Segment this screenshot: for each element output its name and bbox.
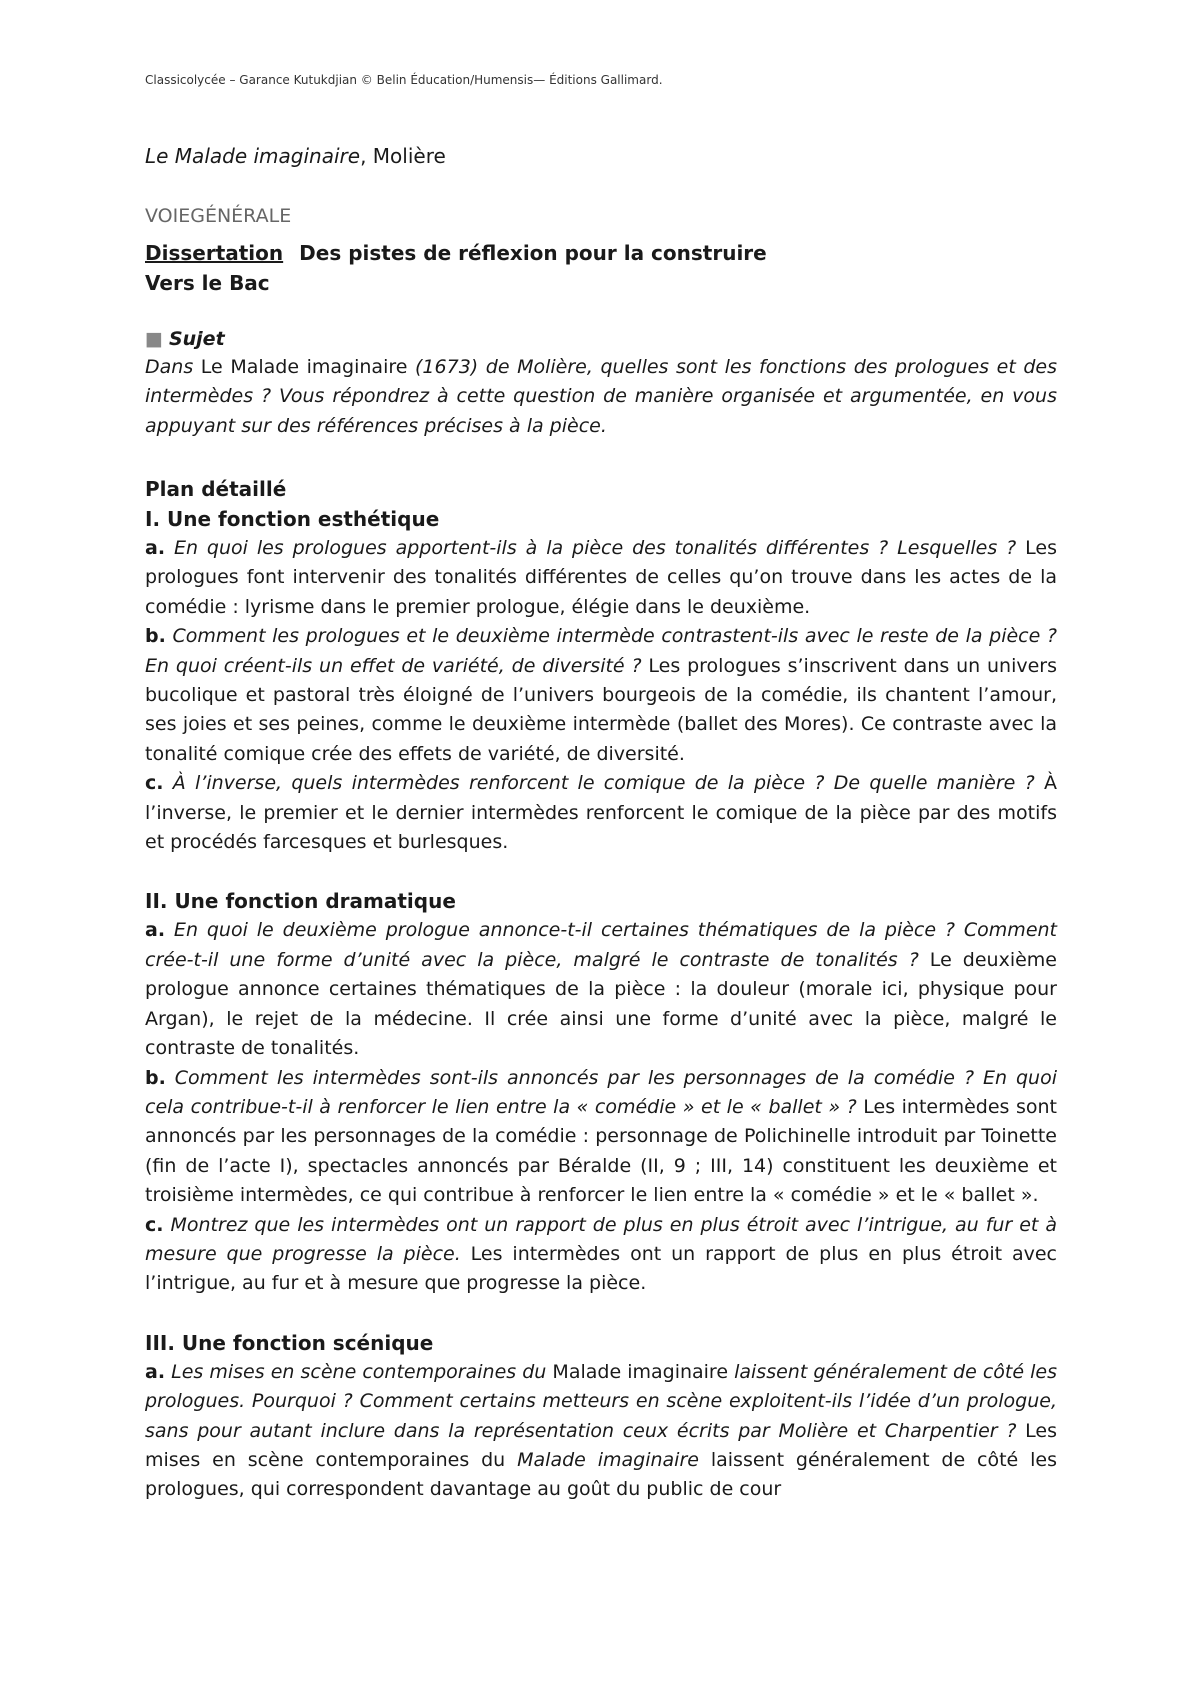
plan-item bbox=[145, 534, 1057, 622]
plan-item bbox=[145, 622, 1057, 769]
subject-work-title: Le Malade imaginaire bbox=[193, 356, 416, 378]
item-question: À l’inverse, quels intermèdes renforcent le comique de la pièce ? De quelle manière ? bbox=[163, 772, 1035, 795]
item-letter: a. bbox=[145, 919, 166, 942]
item-letter: b. bbox=[145, 1066, 166, 1089]
plan-title: Plan détaillé bbox=[145, 477, 287, 501]
item-answer: Le deuxième prologue annonce certaines thématiques de la pièce : la douleur (morale ici, physique pour Argan), le rejet de la médecine. Il crée ainsi une forme d’unité avec la pièce, malgré le contraste de tonalités. bbox=[145, 948, 1057, 1060]
item-answer: laissent généralement de côté les prologues, qui correspondent davantage au goût du public de cour bbox=[145, 1448, 1058, 1501]
item-answer: À l’inverse, le premier et le dernier intermèdes renforcent le comique de la pièce par des motifs et procédés farcesques et burlesques. bbox=[145, 772, 1057, 854]
plan-item bbox=[145, 1211, 1057, 1299]
author-name: , Molière bbox=[360, 144, 446, 168]
work-title bbox=[145, 144, 446, 168]
plan-item bbox=[145, 1064, 1057, 1211]
play-title: Le Malade imaginaire bbox=[145, 144, 361, 168]
item-question: En quoi le deuxième prologue annonce-t-il certaines thématiques de la pièce ? Comment crée-t-il une forme d’unité avec la pièce, malgré le contraste de tonalités ? bbox=[145, 919, 1057, 971]
item-question: En quoi les prologues apportent-ils à la pièce des tonalités différentes ? Lesquelles ? bbox=[165, 537, 1017, 559]
item-answer: Les prologues s’inscrivent dans un univers bucolique et pastoral très éloigné de l’univers bourgeois de la comédie, ils chantent l’amour, ses joies et ses peines, comme le deuxième intermède (ballet des Mores). Ce contraste avec la tonalité comique crée des effets de variété, de diversité. bbox=[145, 654, 1057, 765]
item-question: Les mises en scène contemporaines du bbox=[165, 1360, 553, 1383]
item-letter: c. bbox=[145, 772, 164, 795]
item-letter: a. bbox=[145, 537, 166, 559]
item-answer-work-title: Malade imaginaire bbox=[517, 1448, 699, 1471]
subject-heading bbox=[145, 328, 225, 350]
bac-label: Vers le Bac bbox=[145, 271, 270, 295]
exercise-subtitle: Des pistes de réflexion pour la construire bbox=[299, 241, 767, 265]
subject-text-a: Dans bbox=[145, 356, 194, 378]
item-question: Comment les intermèdes sont-ils annoncés par les personnages de la comédie ? En quoi cela contribue-t-il à renforcer le lien entre la « comédie » et le « ballet » ? bbox=[145, 1066, 1057, 1118]
item-letter: a. bbox=[145, 1360, 166, 1383]
plan-item bbox=[145, 1358, 1057, 1505]
exercise-heading bbox=[145, 241, 767, 265]
item-letter: b. bbox=[145, 625, 166, 648]
plan-item bbox=[145, 916, 1057, 1063]
item-answer: Les prologues font intervenir des tonalités différentes de celles qu’on trouve dans les actes de la comédie : lyrisme dans le premier prologue, élégie dans le deuxième. bbox=[145, 537, 1057, 618]
spacer bbox=[145, 857, 1057, 886]
item-answer: Les intermèdes ont un rapport de plus en plus étroit avec l’intrigue, au fur et à mesure que progresse la pièce. bbox=[145, 1242, 1058, 1295]
item-letter: c. bbox=[145, 1213, 164, 1236]
item-question: Montrez que les intermèdes ont un rapport de plus en plus étroit avec l’intrigue, au fur et à mesure que progresse la pièce. bbox=[145, 1213, 1057, 1265]
item-question-work-title: Malade imaginaire bbox=[552, 1360, 729, 1383]
part-title: I. Une fonction esthétique bbox=[145, 507, 440, 531]
item-answer: Les mises en scène contemporaines du bbox=[145, 1419, 1057, 1471]
copyright-header: Classicolycée – Garance Kutukdjian © Belin Éducation/Humensis— Éditions Gallimard. bbox=[145, 73, 663, 87]
subject-text-c: (1673) de Molière, quelles sont les fonctions des prologues et des intermèdes ? Vous répondrez à cette question de manière organisée et argumentée, en vous appuyant sur des références précises à la pièce. bbox=[145, 356, 1058, 437]
square-bullet-icon: ■ bbox=[145, 328, 163, 350]
subject-label: Sujet bbox=[168, 328, 225, 350]
dissertation-label: Dissertation bbox=[145, 241, 284, 265]
item-question: laissent généralement de côté les prologues. Pourquoi ? Comment certains metteurs en scène exploitent-ils l’idée d’un prologue, sans pour autant inclure dans la représentation ceux écrits par Molière et Charpentier ? bbox=[145, 1360, 1057, 1442]
subject-text bbox=[145, 353, 1057, 441]
item-question: Comment les prologues et le deuxième intermède contrastent-ils avec le reste de la pièce ? En quoi créent-ils un effet de variété, de diversité ? bbox=[145, 625, 1057, 677]
plan-item bbox=[145, 769, 1057, 857]
track-label: VOIEGÉNÉRALE bbox=[145, 205, 292, 227]
part-title: III. Une fonction scénique bbox=[145, 1330, 434, 1355]
item-answer: Les intermèdes sont annoncés par les personnages de la comédie : personnage de Polichinelle introduit par Toinette (fin de l’acte I), spectacles annoncés par Béralde (II, 9 ; III, 14) constituent les deuxième et troisième intermèdes, ce qui contribue à renforcer le lien entre la « comédie » et le « ballet ». bbox=[145, 1095, 1057, 1207]
part-title: II. Une fonction dramatique bbox=[145, 889, 456, 914]
detailed-plan bbox=[145, 474, 1057, 1505]
spacer bbox=[145, 1299, 1057, 1328]
